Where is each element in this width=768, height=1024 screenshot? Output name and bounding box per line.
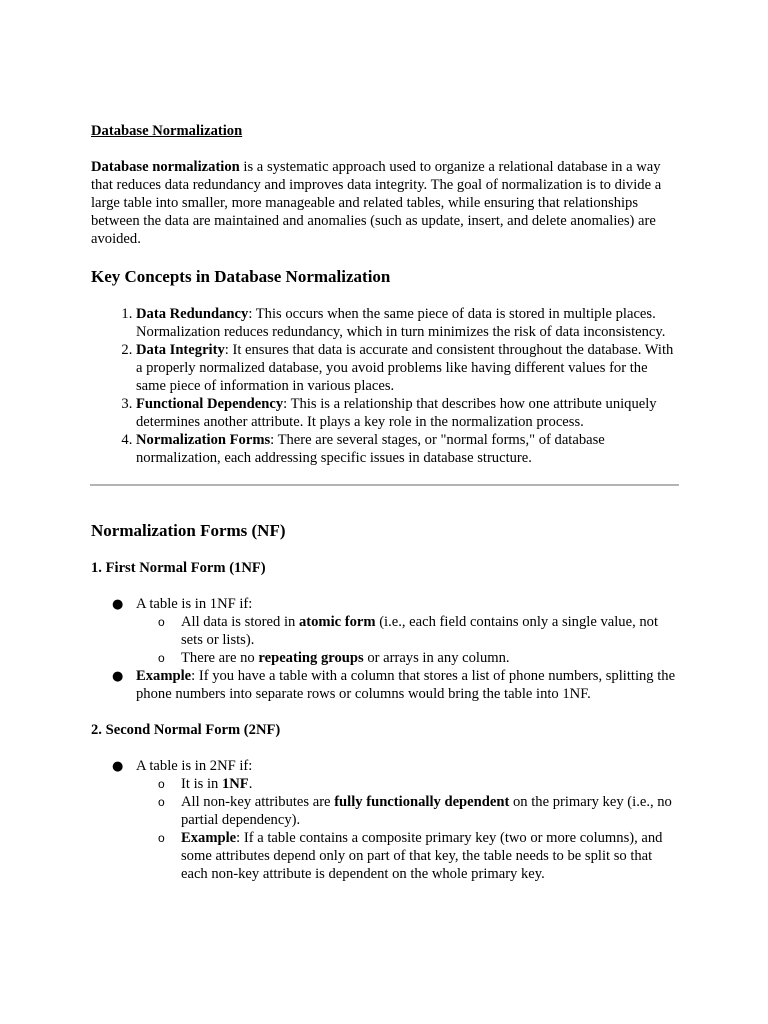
second-normal-form-heading: 2. Second Normal Form (2NF) [91,722,281,738]
condition-text: (i.e., each field contains only a single value, not sets or lists). [181,614,659,648]
condition-term: repeating groups [258,650,364,666]
intro-text: is a systematic approach used to organize a relational database in a way that reduces data redundancy and improves data integrity. The goal of normalization is to divide a large table into smaller, more manageable and related tables, while ensuring that relationships between the data are maintained and anomalies (such as update, insert, and delete anomalies) are avoided. [91,159,662,247]
key-concepts-list [91,305,679,467]
condition-text: All non-key attributes are [181,794,335,810]
first-normal-form-list [91,595,679,703]
condition-text: : If a table contains a composite primary key (two or more columns), and some attributes depend only on part of that key, the table needs to be split so that each non-key attribute is dependent on the whole primary key. [181,830,663,882]
list-item [181,613,679,649]
list-item [136,395,679,431]
first-normal-form-heading: 1. First Normal Form (1NF) [91,560,266,576]
concept-text: : This occurs when the same piece of data is stored in multiple places. Normalization reduces redundancy, which in turn minimizes the risk of data inconsistency. [136,306,666,340]
document-body [91,122,679,901]
list-item [136,431,679,467]
list-item [181,649,679,667]
nf1-conditions [136,613,679,667]
example-text: : If you have a table with a column that stores a list of phone numbers, splitting the phone numbers into separate rows or columns would bring the table into 1NF. [136,668,676,702]
list-item [181,775,679,793]
list-item [136,757,679,883]
normalization-forms-heading: Normalization Forms (NF) [91,521,286,540]
condition-term: fully functionally dependent [334,794,510,810]
condition-text: There are no [181,650,259,666]
concept-text: : It ensures that data is accurate and consistent throughout the database. With a properly normalized database, you avoid problems like having different values for the same piece of information in various places. [136,342,674,394]
concept-term: Data Integrity [136,342,225,358]
condition-term: atomic form [298,614,376,630]
concept-term: Normalization Forms [136,432,271,448]
horizontal-divider [90,484,679,486]
condition-term: Example [181,830,237,846]
list-item [181,829,679,883]
second-normal-form-list [91,757,679,883]
nf1-intro: A table is in 1NF if: [136,596,253,612]
nf2-conditions [136,775,679,883]
condition-text: on the primary key (i.e., no partial dependency). [181,794,672,828]
intro-paragraph [91,158,679,248]
list-item [136,667,679,703]
example-term: Example [136,668,192,684]
key-concepts-heading: Key Concepts in Database Normalization [91,267,391,286]
concept-term: Functional Dependency [136,396,284,412]
condition-text: or arrays in any column. [363,650,510,666]
concept-text: : This is a relationship that describes how one attribute uniquely determines another attribute. It plays a key role in the normalization process. [136,396,657,430]
condition-text: All data is stored in [181,614,299,630]
intro-term: Database normalization [91,159,240,175]
condition-text: It is in [181,776,222,792]
concept-text: : There are several stages, or "normal forms," of database normalization, each addressing specific issues in database structure. [136,432,605,466]
concept-term: Data Redundancy [136,306,249,322]
list-item [136,341,679,395]
list-item [136,305,679,341]
list-item [181,793,679,829]
document-title: Database Normalization [91,123,243,139]
condition-term: 1NF [221,776,249,792]
nf2-intro: A table is in 2NF if: [136,758,253,774]
list-item [136,595,679,667]
condition-text: . [248,776,253,792]
